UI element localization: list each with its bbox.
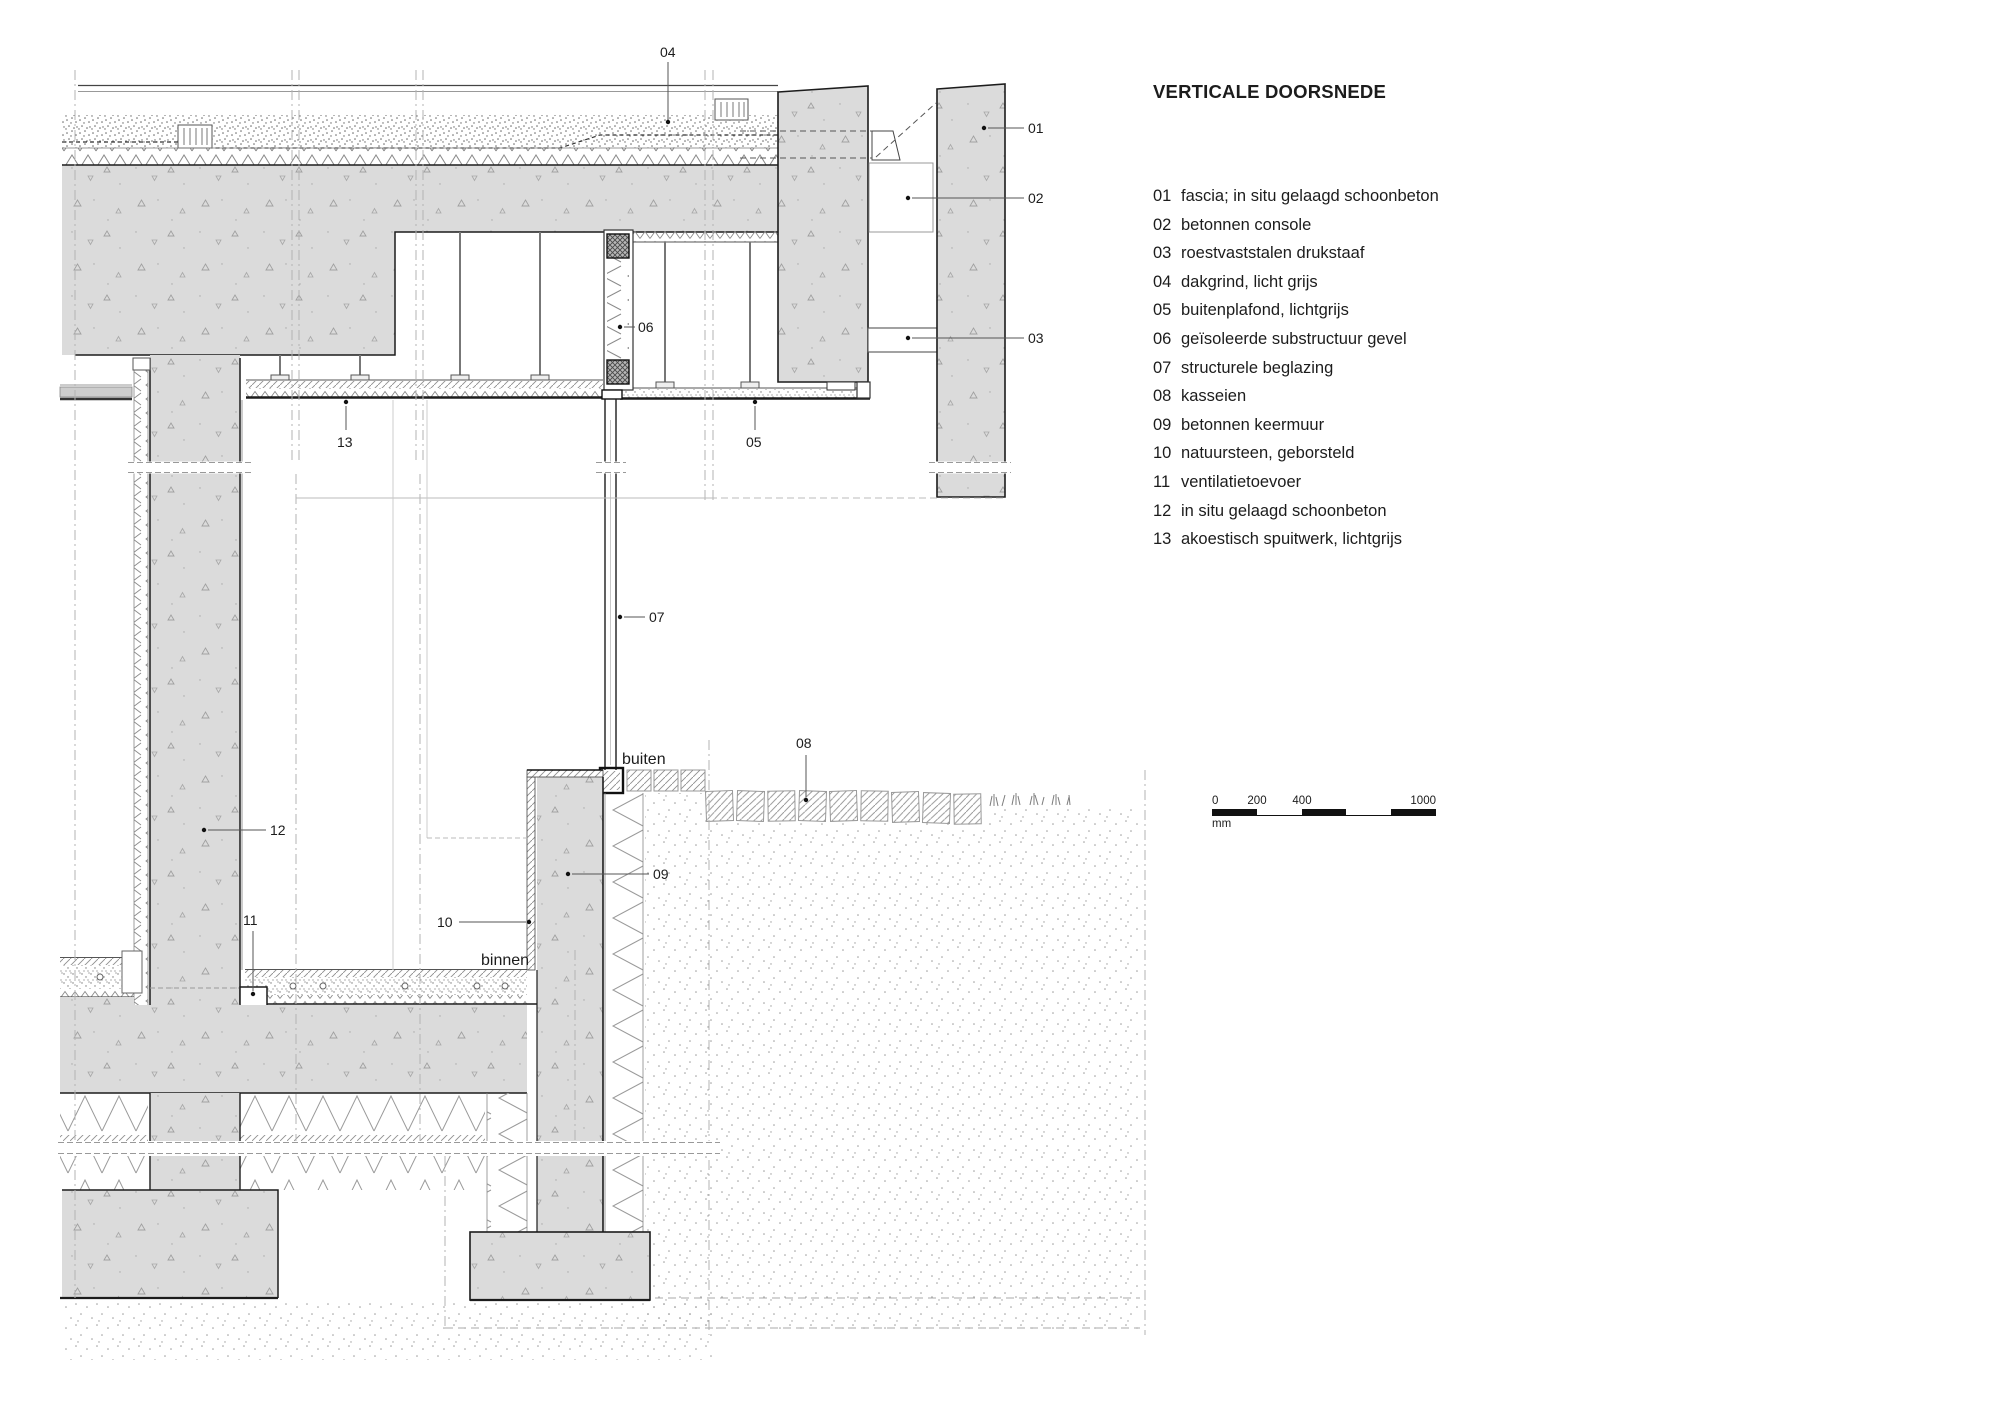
scale-bar-unit: mm — [1212, 818, 1232, 830]
callout-02: 02 — [1028, 190, 1044, 206]
interior-ceiling — [246, 380, 603, 398]
betonnen-console — [778, 86, 868, 382]
roof-assembly — [62, 86, 778, 166]
legend-item: 05 buitenplafond, lichtgrijs — [1153, 301, 1349, 320]
roof-vent-grille — [715, 99, 748, 120]
legend-item: 11 ventilatietoevoer — [1153, 472, 1302, 491]
wall-insulation-outer — [605, 793, 643, 1232]
legend-item: 03 roestvaststalen drukstaaf — [1153, 244, 1365, 263]
legend-item: 09 betonnen keermuur — [1153, 415, 1325, 434]
callout-01: 01 — [1028, 120, 1044, 136]
label-buiten: buiten — [622, 751, 666, 768]
adjacent-ceiling-shelf — [60, 385, 132, 399]
callout-12: 12 — [270, 822, 286, 838]
legend-item: 08 kasseien — [1153, 387, 1247, 406]
drukstaaf — [868, 328, 937, 352]
left-footing — [60, 1190, 278, 1298]
scale-bar-ticks: 0 200 400 1000 — [1212, 795, 1436, 807]
legend — [1153, 182, 1439, 554]
callout-03: 03 — [1028, 330, 1044, 346]
legend-item: 02 betonnen console — [1153, 215, 1312, 234]
callout-09: 09 — [653, 866, 669, 882]
legend-item: 12 in situ gelaagd schoonbeton — [1153, 501, 1387, 520]
callout-06: 06 — [638, 319, 654, 335]
callout-05: 05 — [746, 434, 762, 450]
label-binnen: binnen — [481, 952, 530, 969]
structural-glazing — [600, 399, 623, 793]
page-title: VERTICALE DOORSNEDE — [1153, 81, 1387, 102]
legend-item: 13 akoestisch spuitwerk, lichtgrijs — [1153, 530, 1402, 549]
facade-substructure — [602, 230, 633, 399]
legend-item: 10 natuursteen, geborsteld — [1153, 444, 1355, 463]
callout-07: 07 — [649, 609, 665, 625]
wall-insulation-inner — [487, 1093, 527, 1232]
callout-04: 04 — [660, 44, 676, 60]
legend-item: 07 structurele beglazing — [1153, 358, 1334, 377]
callout-13: 13 — [337, 434, 353, 450]
callout-10: 10 — [437, 914, 453, 930]
natuursteen-cladding — [527, 777, 535, 970]
callout-08: 08 — [796, 735, 812, 751]
grass — [990, 793, 1070, 806]
callout-11: 11 — [243, 912, 258, 928]
scale-bar — [1212, 795, 1436, 830]
roof-slab — [62, 165, 778, 355]
roof-gravel — [62, 115, 778, 148]
scale-bar-segments — [1212, 809, 1436, 816]
wall-footing — [470, 1232, 650, 1300]
fascia — [937, 84, 1005, 497]
legend-item: 04 dakgrind, licht grijs — [1153, 272, 1318, 291]
roof-insulation — [62, 148, 778, 165]
legend-item: 01 fascia; in situ gelaagd schoonbeton — [1153, 187, 1439, 205]
roof-drain-grille — [178, 125, 212, 148]
legend-item: 06 geïsoleerde substructuur gevel — [1153, 329, 1407, 348]
